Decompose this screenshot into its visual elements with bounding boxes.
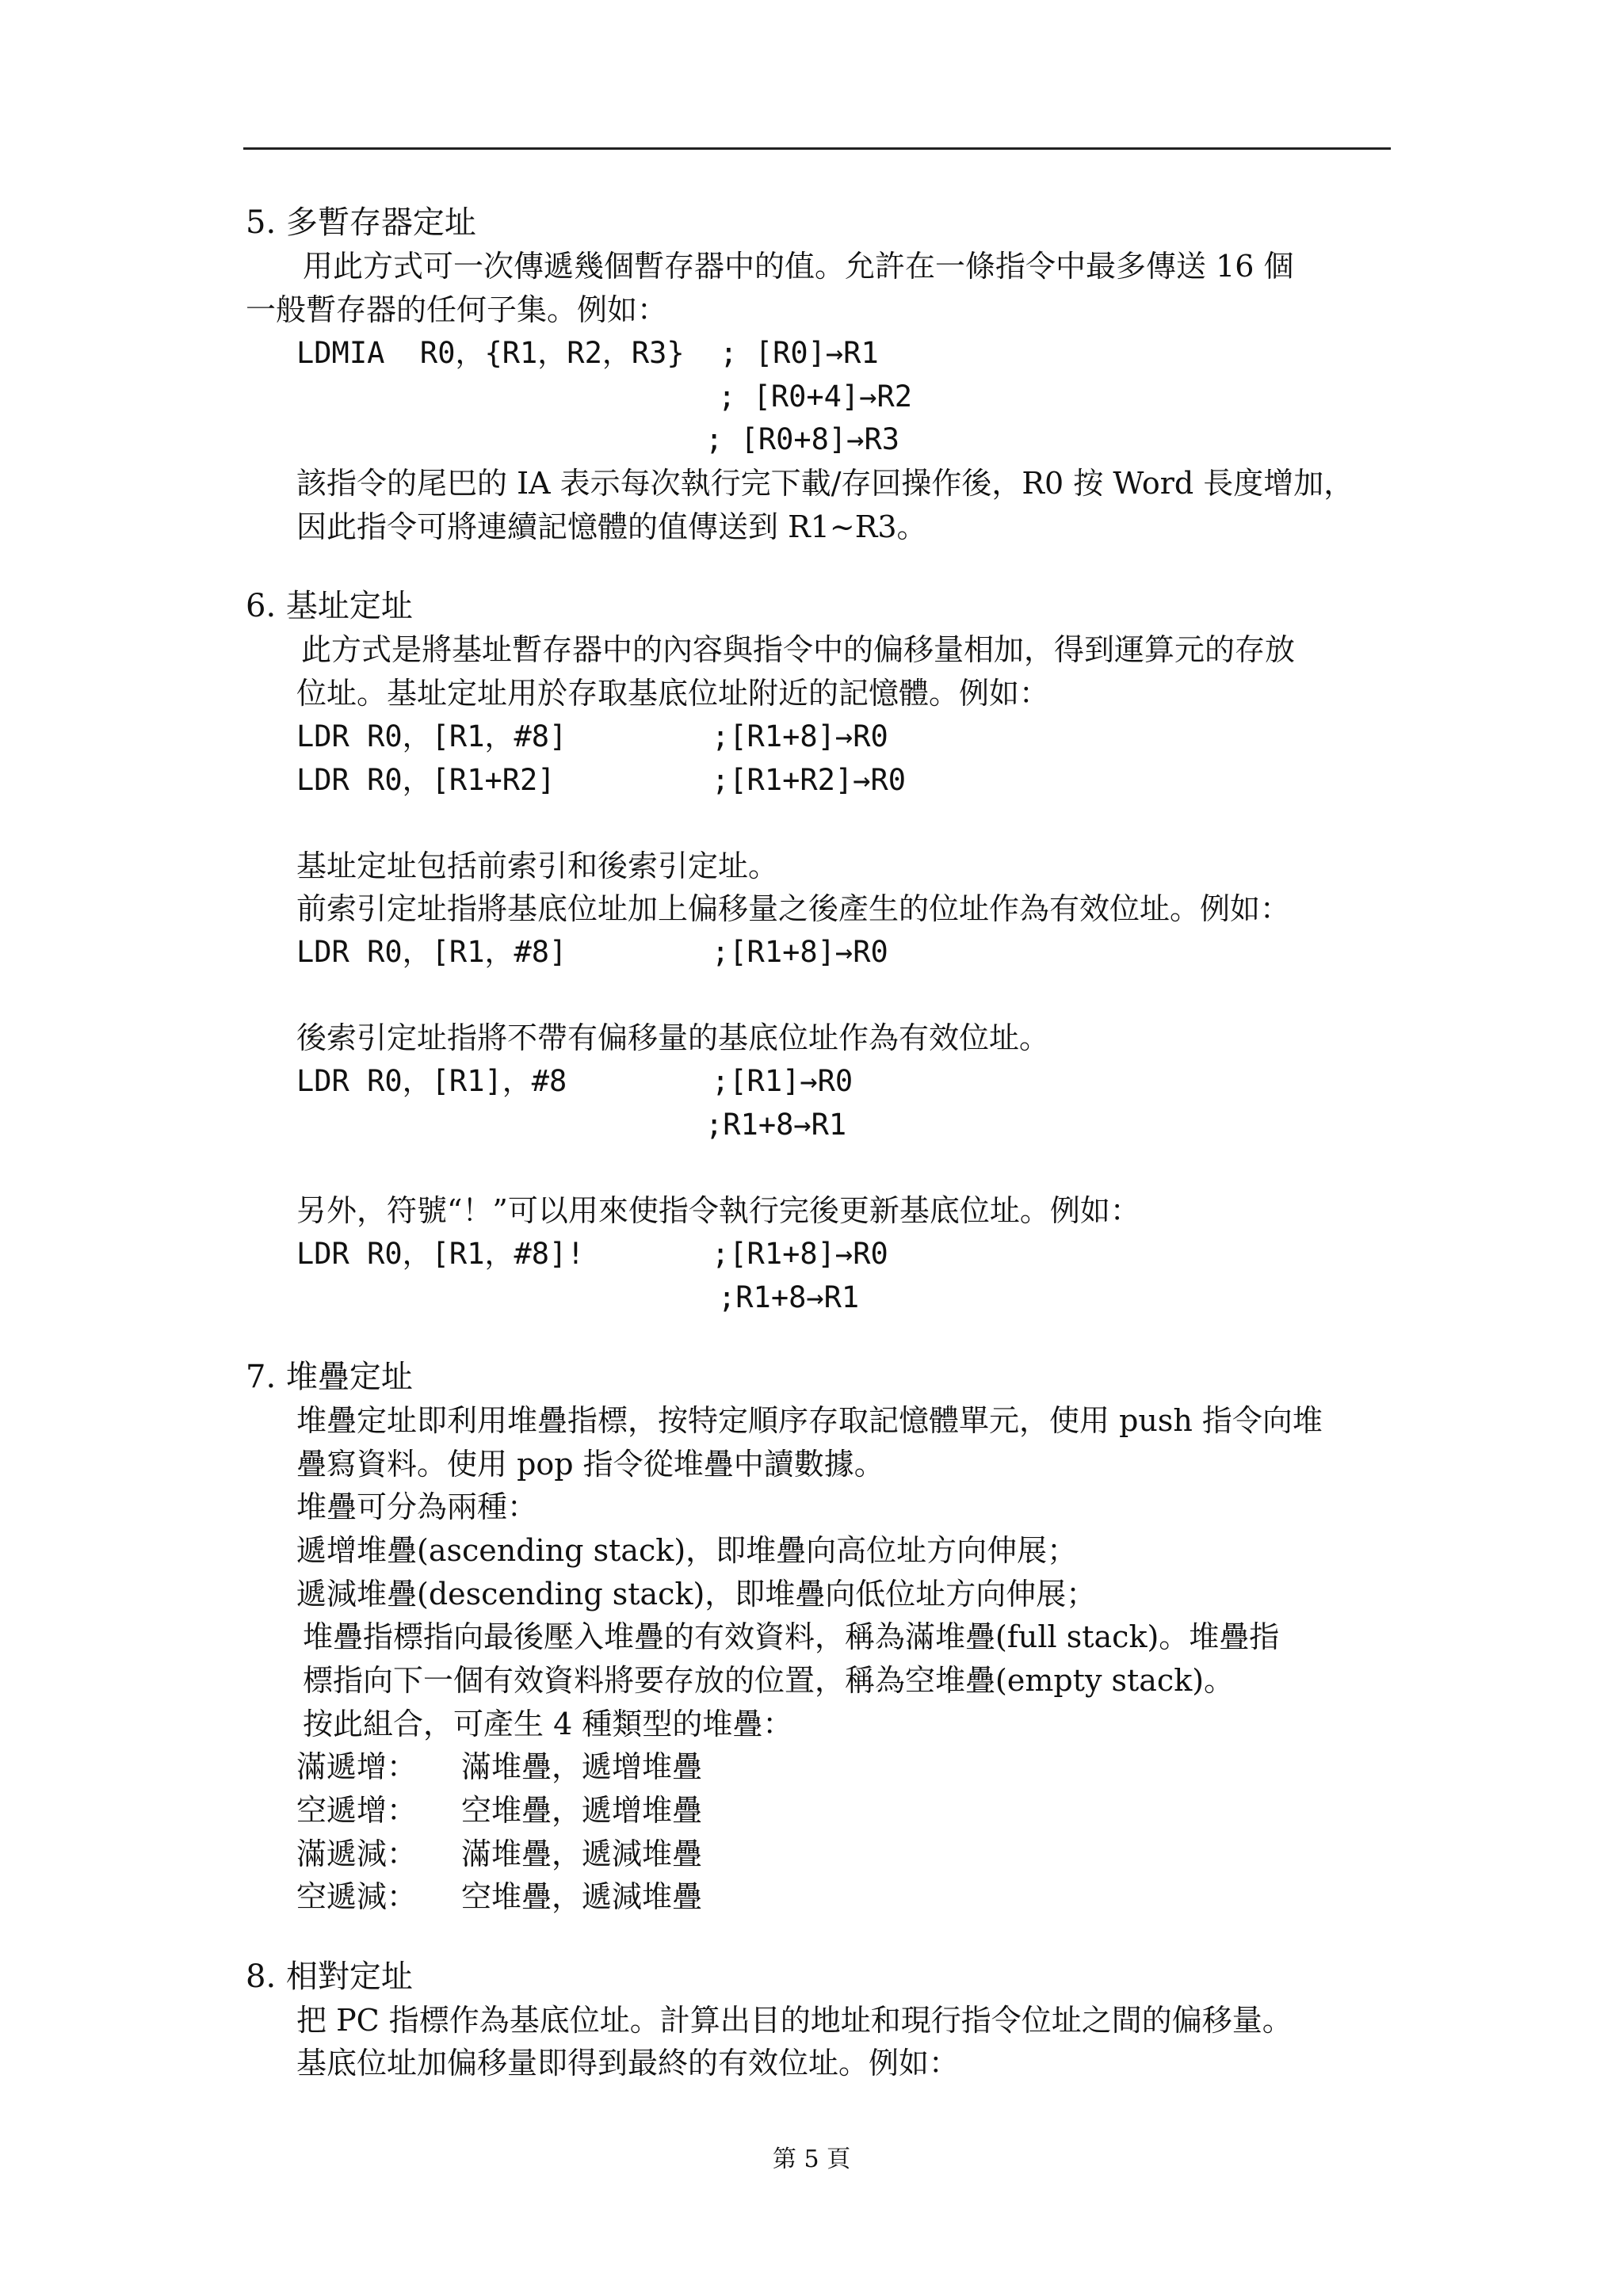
- section-7-text: 標指向下一個有效資料將要存放的位置，稱為空堆疊(empty stack)。: [303, 1663, 1235, 1698]
- stack-type-label: 空遞減：: [296, 1879, 418, 1914]
- section-6-text: 基址定址包括前索引和後索引定址。: [296, 849, 779, 883]
- code-comment: ;[R1+8]→R0: [712, 719, 888, 753]
- code-comment: ;[R1+8]→R0: [712, 935, 888, 969]
- code-line: LDR R0，[R1]，#8: [296, 1064, 567, 1098]
- code-comment: ; [R0+4]→R2: [718, 379, 913, 414]
- code-comment: ;R1+8→R1: [705, 1108, 847, 1142]
- code-comment: ;[R1]→R0: [712, 1064, 854, 1098]
- section-6-text: 前索引定址指將基底位址加上偏移量之後產生的位址作為有效位址。例如：: [296, 891, 1291, 926]
- code-comment: ;[R1+R2]→R0: [712, 763, 907, 797]
- section-5-text: 因此指令可將連續記憶體的值傳送到 R1~R3。: [296, 509, 927, 544]
- section-5-text: 該指令的尾巴的 IA 表示每次執行完下載/存回操作後，R0 按 Word 長度增加，: [296, 466, 1354, 501]
- section-7-text: 疊寫資料。使用 pop 指令從堆疊中讀數據。: [296, 1447, 884, 1482]
- stack-type-label: 滿遞增：: [296, 1749, 418, 1784]
- section-5-text: 一般暫存器的任何子集。例如：: [246, 292, 668, 327]
- section-8-heading: 8. 相對定址: [246, 1958, 413, 1995]
- section-6-text: 此方式是將基址暫存器中的內容與指令中的偏移量相加，得到運算元的存放: [301, 632, 1296, 667]
- section-7-text: 堆疊定址即利用堆疊指標，按特定順序存取記憶體單元，使用 push 指令向堆: [296, 1403, 1323, 1438]
- stack-type-desc: 空堆疊，遞增堆疊: [461, 1793, 703, 1828]
- code-line: LDR R0，[R1+R2]: [296, 763, 556, 797]
- section-6-text: 位址。基址定址用於存取基底位址附近的記憶體。例如：: [296, 676, 1050, 711]
- section-8-text: 把 PC 指標作為基底位址。計算出目的地址和現行指令位址之間的偏移量。: [296, 2003, 1293, 2038]
- stack-type-label: 滿遞減：: [296, 1836, 418, 1871]
- stack-type-desc: 空堆疊，遞減堆疊: [461, 1879, 703, 1914]
- code-line: LDR R0，[R1，#8]: [296, 719, 567, 753]
- section-7-text: 按此組合，可產生 4 種類型的堆疊：: [303, 1707, 793, 1741]
- code-line: LDMIA R0，{R1，R2，R3} ; [R0]→R1: [296, 336, 879, 370]
- header-rule: [243, 147, 1391, 150]
- section-7-text: 堆疊指標指向最後壓入堆疊的有效資料，稱為滿堆疊(full stack)。堆疊指: [303, 1619, 1280, 1654]
- page-number: 第 5 頁: [772, 2145, 851, 2173]
- section-6-heading: 6. 基址定址: [246, 588, 413, 624]
- code-comment: ; [R0+8]→R3: [705, 422, 900, 456]
- section-6-text: 另外，符號“！”可以用來使指令執行完後更新基底位址。例如：: [296, 1193, 1140, 1228]
- code-comment: ;[R1+8]→R0: [712, 1237, 888, 1271]
- stack-type-desc: 滿堆疊，遞增堆疊: [461, 1749, 703, 1784]
- section-7-text: 遞減堆疊(descending stack)，即堆疊向低位址方向伸展；: [296, 1577, 1097, 1611]
- code-comment: ;R1+8→R1: [718, 1280, 860, 1314]
- stack-type-desc: 滿堆疊，遞減堆疊: [461, 1836, 703, 1871]
- stack-type-label: 空遞增：: [296, 1793, 418, 1828]
- section-7-heading: 7. 堆疊定址: [246, 1359, 413, 1395]
- section-6-text: 後索引定址指將不帶有偏移量的基底位址作為有效位址。: [296, 1020, 1050, 1055]
- code-line: LDR R0，[R1，#8]!: [296, 1237, 585, 1271]
- section-8-text: 基底位址加偏移量即得到最終的有效位址。例如：: [296, 2046, 960, 2081]
- section-7-text: 遞增堆疊(ascending stack)，即堆疊向高位址方向伸展；: [296, 1533, 1078, 1568]
- section-7-text: 堆疊可分為兩種：: [296, 1489, 538, 1524]
- section-5-text: 用此方式可一次傳遞幾個暫存器中的值。允許在一條指令中最多傳送 16 個: [303, 249, 1294, 284]
- section-5-heading: 5. 多暫存器定址: [246, 204, 476, 241]
- code-line: LDR R0，[R1，#8]: [296, 935, 567, 969]
